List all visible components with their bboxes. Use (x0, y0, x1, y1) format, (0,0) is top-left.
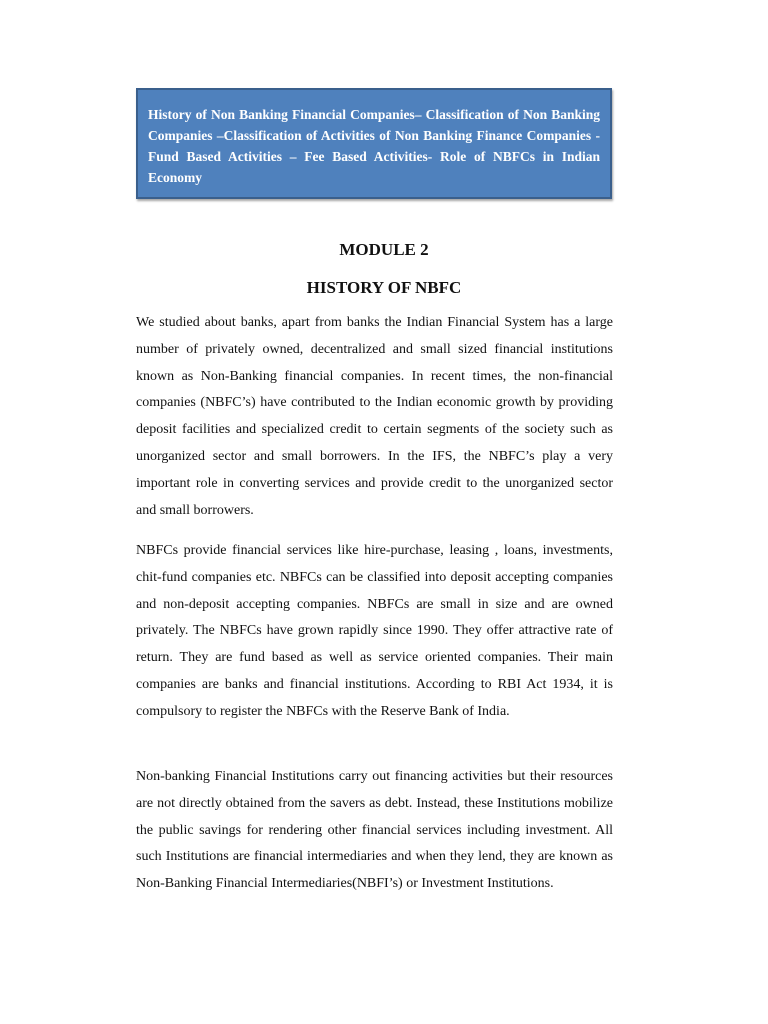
paragraph-3: Non-banking Financial Institutions carry out financing activities but their resources are not directly obtained from the savers as debt. Instead, these Institutions mobilize the public savings for rendering other financial services including investment. All such Institutions are financial intermediaries and when they lend, they are known as Non-Banking Financial Intermediaries(NBFI’s) or Investment Institutions. (136, 769, 613, 892)
paragraph-2: NBFCs provide financial services like hire-purchase, leasing , loans, investments, chit-fund companies etc. NBFCs can be classified into deposit accepting companies and non-deposit accepting companies. NBFCs are small in size and are owned privately. The NBFCs have grown rapidly since 1990. They offer attractive rate of return. They are fund based as well as service oriented companies. Their main companies are banks and financial institutions. According to RBI Act 1934, it is compulsory to register the NBFCs with the Reserve Bank of India. (136, 543, 613, 719)
summary-text: History of Non Banking Financial Companies– Classification of Non Banking Companies –Classification of Activities of Non Banking Finance Companies - Fund Based Activities – Fee Based Activities- Role of NBFCs in Indian Economy (148, 107, 600, 185)
summary-box (136, 88, 612, 199)
module-heading: MODULE 2 (339, 240, 429, 259)
section-heading: HISTORY OF NBFC (306, 278, 462, 297)
paragraph-1: We studied about banks, apart from banks the Indian Financial System has a large number of privately owned, decentralized and small sized financial institutions known as Non-Banking financial companies. In recent times, the non-financial companies (NBFC’s) have contributed to the Indian economic growth by providing deposit facilities and specialized credit to certain segments of the society such as unorganized sector and small borrowers. In the IFS, the NBFC’s play a very important role in converting services and provide credit to the unorganized sector and small borrowers. (136, 315, 613, 518)
